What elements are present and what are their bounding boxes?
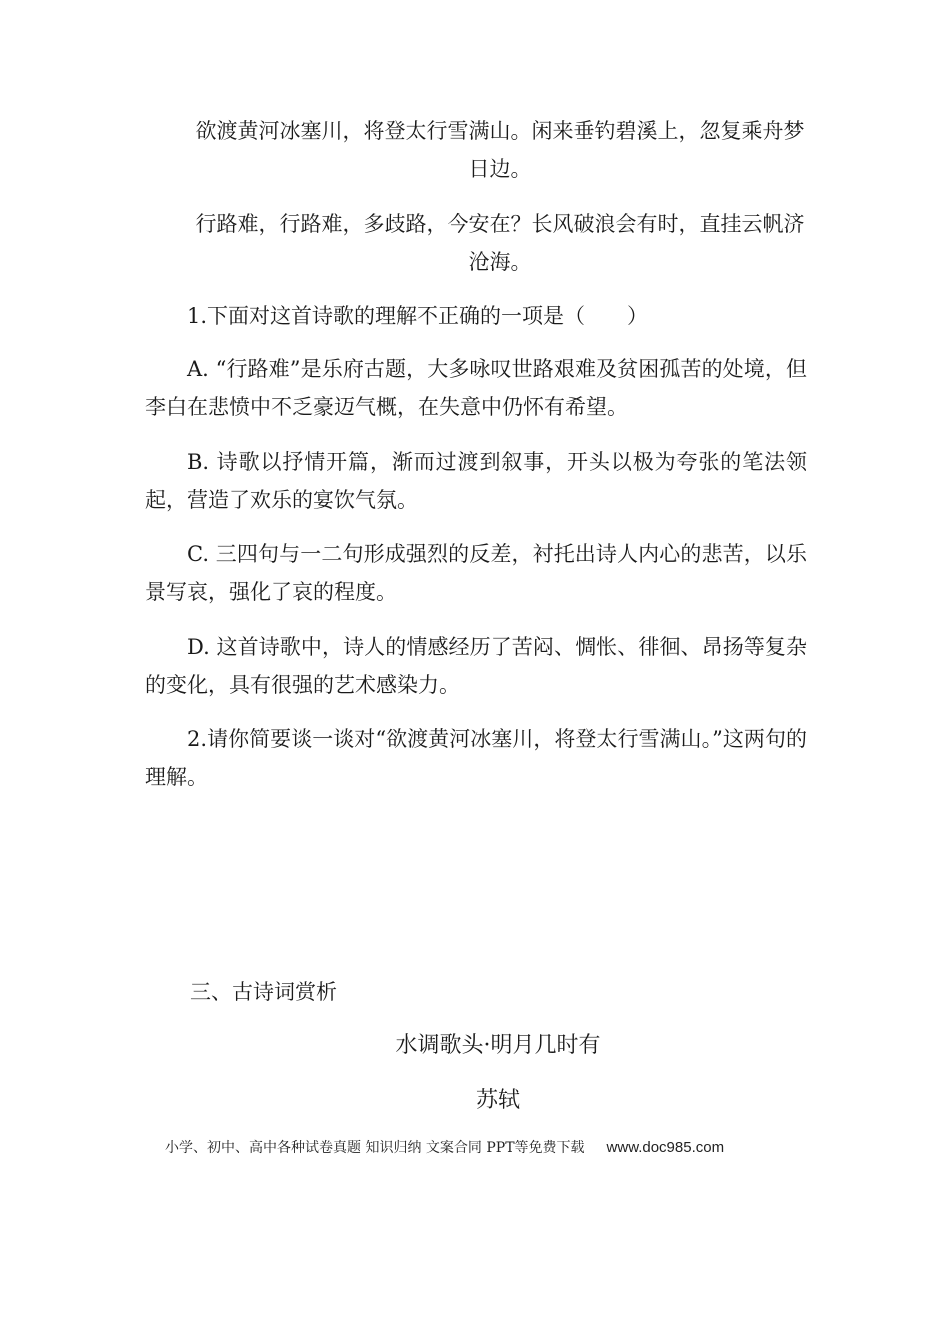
poem-author: 苏轼 (475, 1088, 520, 1113)
poem-stanza-1: 欲渡黄河冰塞川，将登太行雪满山。闲来垂钓碧溪上，忽复乘舟梦日边。 (195, 119, 805, 181)
question-1-option-b: B. 诗歌以抒情开篇，渐而过渡到叙事，开头以极为夸张的笔法领起，营造了欢乐的宴饮气氛。 (145, 450, 807, 512)
poem-stanza-2: 行路难，行路难，多歧路，今安在？长风破浪会有时，直挂云帆济沧海。 (195, 212, 805, 274)
section-3-heading: 三、古诗词赏析 (190, 980, 337, 1004)
question-1-option-c: C. 三四句与一二句形成强烈的反差，衬托出诗人内心的悲苦，以乐景写哀，强化了哀的程度。 (145, 542, 807, 604)
question-1-stem: 1.下面对这首诗歌的理解不正确的一项是（ ） (187, 304, 649, 328)
question-1-option-a: A. “行路难”是乐府古题，大多咏叹世路艰难及贫困孤苦的处境，但李白在悲愤中不乏豪迈气概，在失意中仍怀有希望。 (145, 357, 807, 419)
page-footer (165, 1136, 805, 1160)
question-1-option-d: D. 这首诗歌中，诗人的情感经历了苦闷、惆怅、徘徊、昂扬等复杂的变化，具有很强的艺术感染力。 (145, 635, 807, 697)
footer-url[interactable]: www.doc985.com (606, 1139, 725, 1156)
question-2-stem: 2.请你简要谈一谈对“欲渡黄河冰塞川，将登太行雪满山。”这两句的理解。 (145, 727, 807, 789)
footer-text: 小学、初中、高中各种试卷真题 知识归纳 文案合同 PPT等免费下载 (165, 1140, 585, 1156)
poem-title: 水调歌头·明月几时有 (395, 1033, 601, 1058)
